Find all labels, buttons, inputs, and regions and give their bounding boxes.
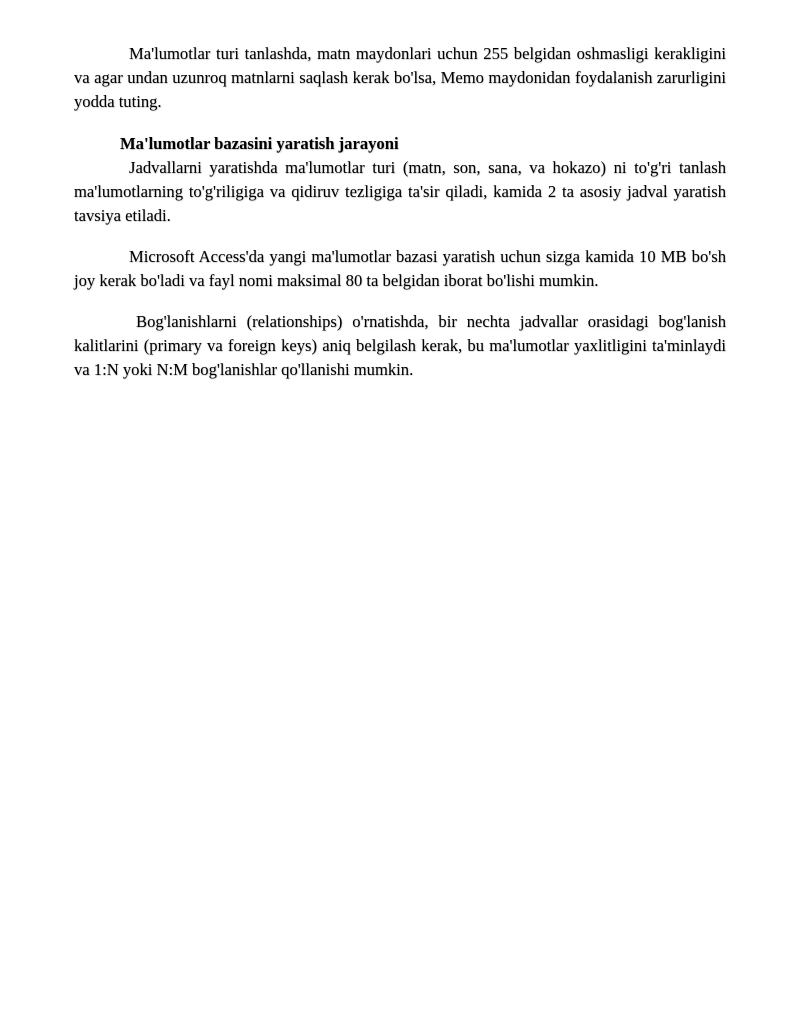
paragraph-data-types: Ma'lumotlar turi tanlashda, matn maydonlari uchun 255 belgidan oshmasligi kerakligini va agar undan uzunroq matnlarni saqlash kerak bo'lsa, Memo maydonidan foydalanish zarurligini yodda tuting. [74, 44, 726, 111]
document-page [74, 42, 726, 382]
paragraph-access-requirements: Microsoft Access'da yangi ma'lumotlar bazasi yaratish uchun sizga kamida 10 MB bo'sh joy kerak bo'ladi va fayl nomi maksimal 80 ta belgidan iborat bo'lishi mumkin. [74, 247, 726, 290]
paragraph-table-creation: Jadvallarni yaratishda ma'lumotlar turi (matn, son, sana, va hokazo) ni to'g'ri tanlash ma'lumotlarning to'g'riligiga va qidiruv tezligiga ta'sir qiladi, kamida 2 ta asosiy jadval yaratish tavsiya etiladi. [74, 158, 726, 225]
paragraph-relationships: Bog'lanishlarni (relationships) o'rnatishda, bir nechta jadvallar orasidagi bog'lanish kalitlarini (primary va foreign keys) aniq belgilash kerak, bu ma'lumotlar yaxlitligini ta'minlaydi va 1:N yoki N:M bog'lanishlar qo'llanishi mumkin. [74, 312, 726, 379]
section-heading: Ma'lumotlar bazasini yaratish jarayoni [120, 134, 399, 153]
